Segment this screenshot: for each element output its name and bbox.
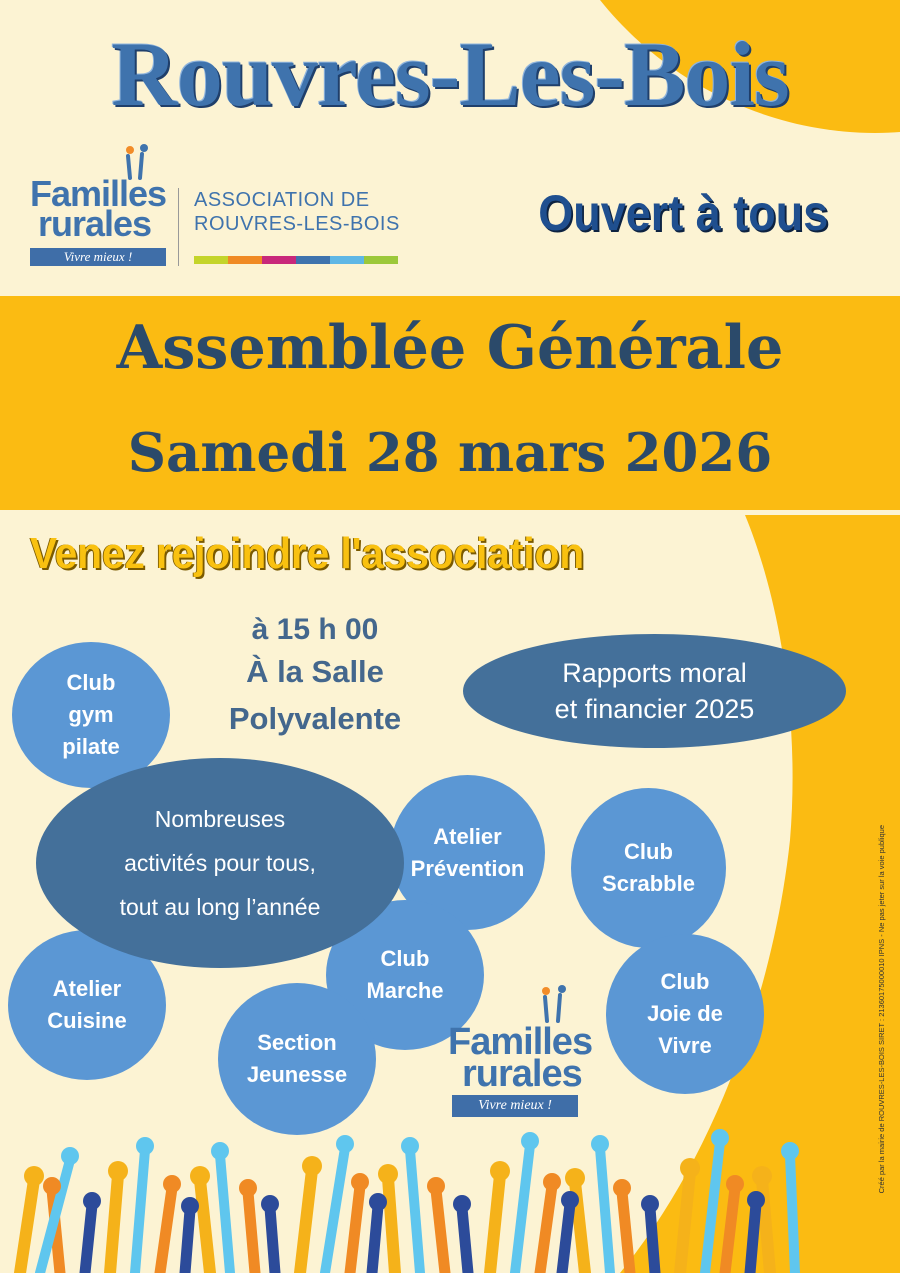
club-label: Prévention xyxy=(410,855,525,881)
club-label: Section xyxy=(257,1030,337,1055)
venue-line2: Polyvalente xyxy=(228,701,402,736)
club-label: Atelier xyxy=(433,823,502,849)
logo-word-familles: Familles xyxy=(448,1021,593,1063)
event-date: Samedi 28 mars 2026 xyxy=(127,422,773,484)
logo-word-rurales: rurales xyxy=(38,203,152,244)
association-name-line1: ASSOCIATION DE xyxy=(194,189,370,211)
color-stripe xyxy=(194,256,398,264)
club-scrabble-circle xyxy=(571,788,726,948)
logo-word-familles: Familles xyxy=(30,173,167,214)
association-name-line2: ROUVRES-LES-BOIS xyxy=(194,213,400,235)
club-label: Jeunesse xyxy=(246,1062,348,1087)
activities-line1: Nombreuses xyxy=(154,806,286,832)
open-to-all-label: Ouvert à tous xyxy=(537,185,828,241)
club-label: pilate xyxy=(62,734,120,759)
club-label: Joie de xyxy=(647,1001,723,1026)
activities-line2: activités pour tous, xyxy=(124,850,316,876)
association-logo xyxy=(26,150,406,270)
logo-tagline: Vivre mieux ! xyxy=(452,1095,578,1117)
activities-line3: tout au long l’année xyxy=(119,894,321,920)
club-label: Club xyxy=(624,839,673,864)
logo-divider xyxy=(178,188,179,266)
section-jeunesse-circle xyxy=(218,983,376,1135)
club-label: Club xyxy=(660,969,710,994)
people-figure-icon xyxy=(536,985,576,1023)
club-label: Marche xyxy=(366,978,444,1003)
club-label: gym xyxy=(68,702,114,727)
club-label: Atelier xyxy=(52,976,122,1001)
reports-line1: Rapports moral xyxy=(562,658,747,688)
club-label: Club xyxy=(66,670,116,695)
event-time: à 15 h 00 xyxy=(251,613,379,646)
familles-rurales-logo-bottom xyxy=(448,985,618,1115)
logo-tagline: Vivre mieux ! xyxy=(30,248,166,266)
event-title: Assemblée Générale xyxy=(116,313,784,383)
hands-raised-icon xyxy=(0,1120,820,1273)
club-label: Club xyxy=(380,946,430,971)
town-title: Rouvres-Les-Bois xyxy=(111,23,789,125)
club-label: Vivre xyxy=(658,1033,712,1058)
venue-line1: À la Salle xyxy=(246,654,384,689)
invitation-heading: Venez rejoindre l'association xyxy=(30,529,585,578)
reports-ellipse xyxy=(463,634,846,748)
club-label: Cuisine xyxy=(47,1008,127,1033)
reports-line2: et financier 2025 xyxy=(554,694,755,724)
club-label: Scrabble xyxy=(602,871,695,896)
logo-word-rurales: rurales xyxy=(462,1053,582,1095)
legal-side-note: Créé par la mairie de ROUVRES-LES-BOIS SIRET : 21360175000010 IPNS - Ne pas jeter sur la voie publique xyxy=(877,825,886,1194)
club-joie-de-vivre-circle xyxy=(606,934,764,1094)
activities-ellipse xyxy=(36,758,404,968)
